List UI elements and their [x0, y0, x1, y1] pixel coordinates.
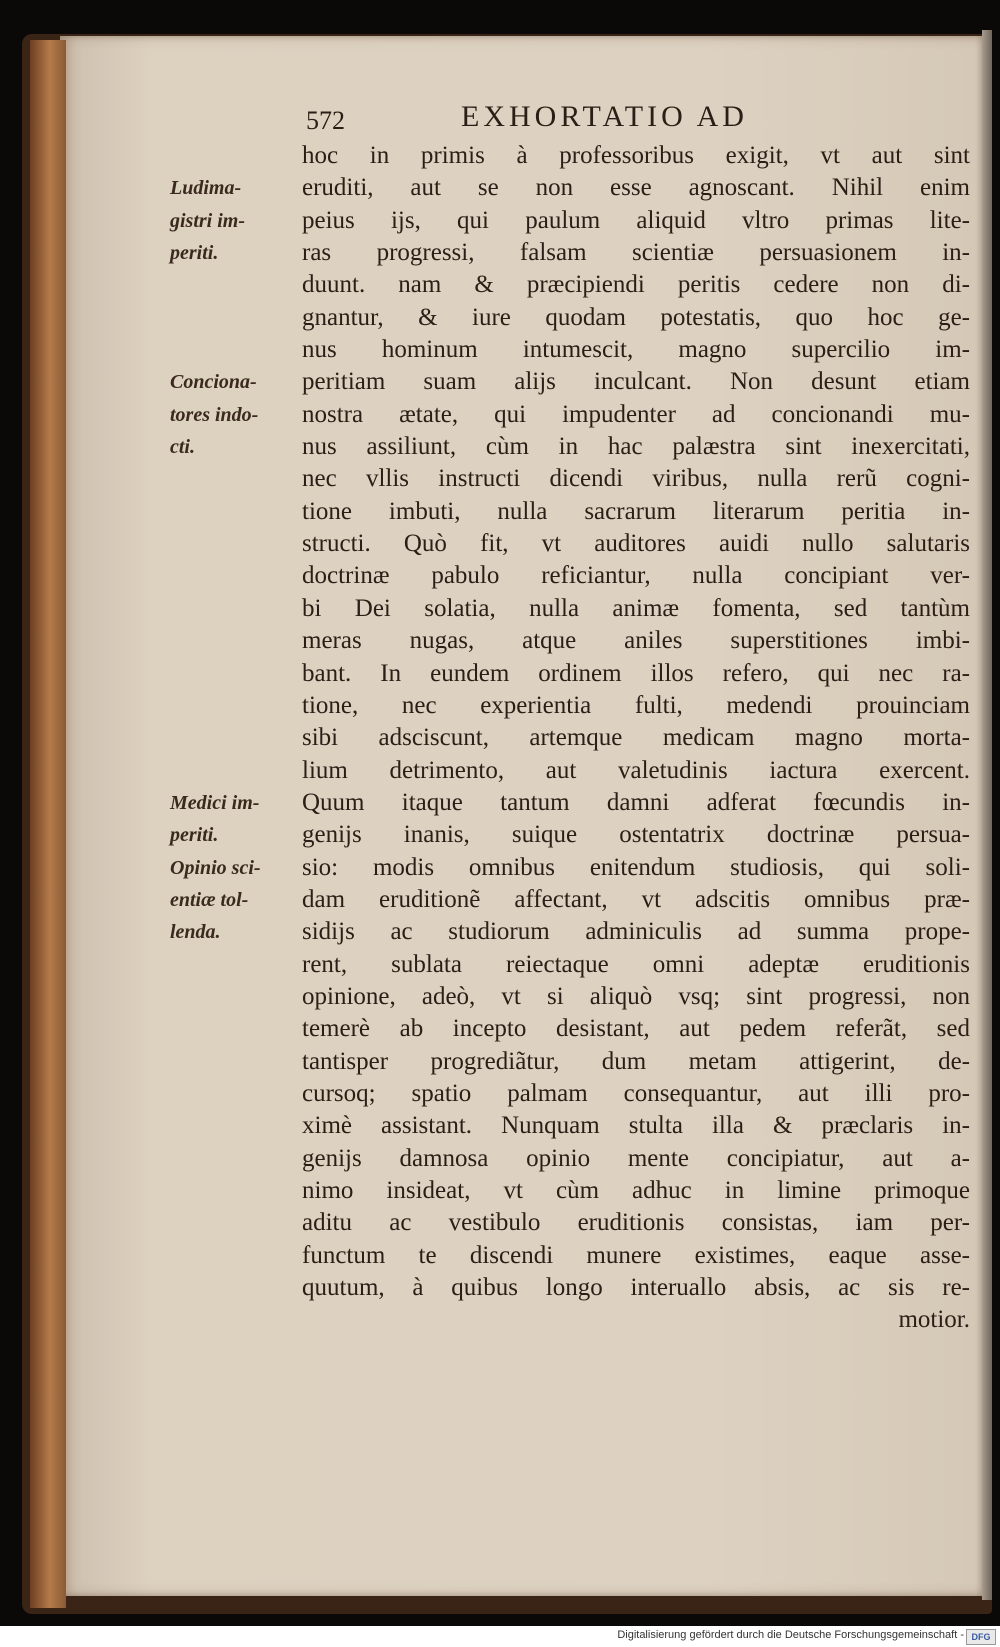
text-line: temerè ab incepto desistant, aut pedem referãt, sed — [302, 1015, 970, 1043]
text-line: nus hominum intumescit, magno supercilio im- — [302, 336, 970, 364]
text-line: peius ijs, qui paulum aliquid vltro primas lite- — [302, 206, 970, 234]
margin-note — [170, 852, 300, 949]
text-line: opinione, adeò, vt si aliquò vsq; sint progressi, non — [302, 982, 970, 1010]
margin-note — [170, 172, 300, 269]
body-text — [302, 140, 970, 1337]
margin-note-line: periti. — [170, 824, 219, 847]
text-line: rent, sublata reiectaque omni adeptæ eruditionis — [302, 950, 970, 978]
text-line: ras progressi, falsam scientiæ persuasionem in- — [302, 239, 970, 267]
margin-note — [170, 787, 300, 852]
text-line: sibi adsciscunt, artemque medicam magno morta- — [302, 724, 970, 752]
margin-note-line: gistri im- — [170, 209, 246, 232]
text-line: bant. In eundem ordinem illos refero, qui nec ra- — [302, 659, 970, 687]
text-line: cursoq; spatio palmam consequantur, aut illi pro- — [302, 1079, 970, 1107]
text-line: doctrinæ pabulo reficiantur, nulla concipiant ver- — [302, 562, 970, 590]
margin-note-line: lenda. — [170, 921, 221, 944]
margin-note-line: periti. — [170, 242, 219, 265]
text-line: nec vllis instructi dicendi viribus, nulla rerũ cogni- — [302, 465, 970, 493]
page-number: 572 — [306, 106, 345, 135]
margin-note-line: entiæ tol- — [170, 889, 249, 912]
text-line: structi. Quò fit, vt auditores auidi nullo salutaris — [302, 530, 970, 558]
margin-note-line: cti. — [170, 436, 195, 459]
text-line: nostra ætate, qui impudenter ad concionandi mu- — [302, 400, 970, 428]
margin-note — [170, 366, 300, 463]
running-head: EXHORTATIO AD — [461, 100, 748, 133]
text-line: functum te discendi munere existimes, eaque asse- — [302, 1241, 970, 1269]
page-right-edge — [982, 30, 992, 1600]
text-line: ximè assistant. Nunquam stulta illa & præclaris in- — [302, 1112, 970, 1140]
margin-note-line: tores indo- — [170, 403, 259, 426]
text-line: hoc in primis à professoribus exigit, vt aut sint — [302, 142, 970, 169]
text-line: eruditi, aut se non esse agnoscant. Nihil enim — [302, 174, 970, 202]
text-line: aditu ac vestibulo eruditionis consistas, iam per- — [302, 1209, 970, 1237]
text-line: peritiam suam alijs inculcant. Non desunt etiam — [302, 368, 970, 396]
text-line: nus assiliunt, cùm in hac palæstra sint inexercitati, — [302, 433, 970, 461]
text-line: bi Dei solatia, nulla animæ fomenta, sed tantùm — [302, 594, 970, 622]
text-line: motior. — [898, 1306, 970, 1334]
text-line: tione imbuti, nulla sacrarum literarum peritia in- — [302, 497, 970, 525]
text-line: lium detrimento, aut valetudinis iactura exercent. — [302, 756, 970, 784]
dfg-logo: DFG — [966, 1629, 996, 1645]
page-header — [306, 100, 926, 140]
text-line: sio: modis omnibus enitendum studiosis, qui soli- — [302, 853, 970, 881]
text-line: tione, nec experientia fulti, medendi prouinciam — [302, 691, 970, 719]
text-line: meras nugas, atque aniles superstitiones imbi- — [302, 627, 970, 655]
margin-note-line: Medici im- — [170, 792, 260, 814]
text-line: genijs inanis, suique ostentatrix doctrinæ persua- — [302, 821, 970, 849]
text-line: genijs damnosa opinio mente concipiatur, aut a- — [302, 1144, 970, 1172]
text-line: sidijs ac studiorum adminiculis ad summa prope- — [302, 918, 970, 946]
margin-note-line: Ludima- — [170, 177, 242, 200]
text-line: gnantur, & iure quodam potestatis, quo hoc ge- — [302, 303, 970, 331]
text-line: dam eruditionẽ affectant, vt adscitis omnibus præ- — [302, 885, 970, 913]
text-line: quutum, à quibus longo interuallo absis, ac sis re- — [302, 1274, 970, 1302]
text-line: tantisper progrediãtur, dum metam attigerint, de- — [302, 1047, 970, 1075]
margin-note-line: Opinio sci- — [170, 856, 261, 879]
text-line: Quum itaque tantum damni adferat fœcundis in- — [302, 788, 970, 816]
margin-note-line: Conciona- — [170, 371, 257, 394]
footer-credit: Digitalisierung gefördert durch die Deutsche Forschungsgemeinschaft - — [617, 1629, 964, 1641]
page-gutter-edge — [30, 40, 66, 1608]
text-line: nimo insideat, vt cùm adhuc in limine primoque — [302, 1177, 970, 1204]
footer-bar — [0, 1626, 1000, 1647]
text-line: duunt. nam & præcipiendi peritis cedere non di- — [302, 271, 970, 299]
